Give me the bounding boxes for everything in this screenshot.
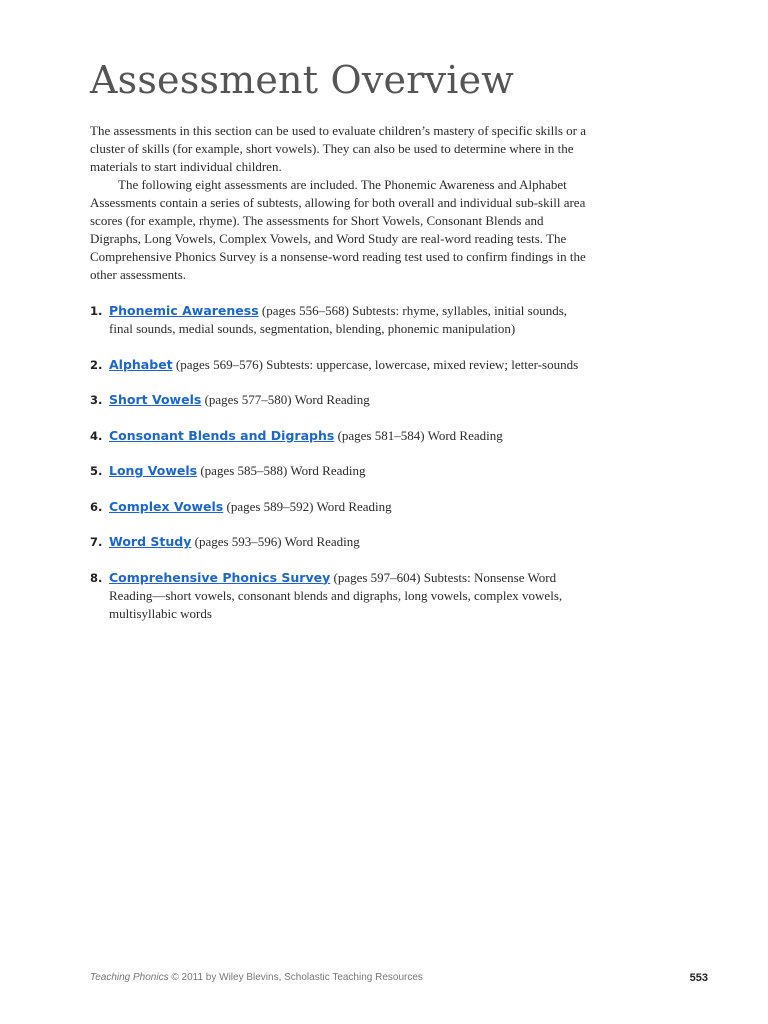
item-number: 4. [90,428,103,443]
page-number: 553 [689,972,708,984]
item-details: (pages 569–576) Subtests: uppercase, lowercase, mixed review; letter-sounds [172,356,579,372]
assessment-item-short-vowels [90,391,590,409]
assessment-item-word-study [90,533,590,551]
item-number: 7. [90,535,103,549]
item-details: (pages 593–596) Word Reading [191,534,360,549]
alphabet-link[interactable]: Alphabet [109,356,173,372]
item-body [109,391,590,409]
item-body [109,302,590,338]
item-details: (pages 585–588) Word Reading [197,463,366,478]
item-details: (pages 581–584) Word Reading [334,427,503,443]
assessment-item-long-vowels [90,462,590,480]
assessment-list [90,302,590,640]
complex-vowels-link[interactable]: Complex Vowels [109,498,224,514]
item-body [109,533,590,551]
phonemic-awareness-link[interactable]: Phonemic Awareness [109,303,259,318]
item-number: 5. [90,464,103,478]
item-details: (pages 589–592) Word Reading [223,498,392,514]
comprehensive-phonics-survey-link[interactable]: Comprehensive Phonics Survey [109,569,331,585]
item-number: 6. [90,499,103,514]
short-vowels-link[interactable]: Short Vowels [109,392,202,407]
page-title: Assessment Overview [90,58,514,102]
footer-book-title: Teaching Phonics [90,972,169,983]
item-body [109,569,590,623]
item-details: (pages 597–604) Subtests: Nonsense Word Reading—short vowels, consonant blends and digraphs, long vowels, complex vowels, multisyllabic words [109,569,563,621]
item-number: 3. [90,393,103,407]
footer-credit [90,972,423,984]
long-vowels-link[interactable]: Long Vowels [109,463,198,478]
assessment-item-alphabet [90,356,590,374]
consonant-blends-link[interactable]: Consonant Blends and Digraphs [109,427,335,443]
assessment-item-consonant-blends [90,427,590,445]
assessment-item-complex-vowels [90,498,590,516]
intro-paragraph: The following eight assessments are included. The Phonemic Awareness and Alphabet Assessments contain a series of subtests, allowing for both overall and individual sub-skill area scores (for example, rhyme). The assessments for Short Vowels, Consonant Blends and Digraphs, Long Vowels, Complex Vowels, and Word Study are real-word reading tests. The Comprehensive Phonics Survey is a nonsense-word reading test used to confirm findings in the other assessments. [90,177,586,282]
item-body [109,498,590,516]
page-footer [90,972,708,984]
item-number: 2. [90,357,103,372]
item-body [109,356,590,374]
item-body [109,462,590,480]
intro-section [90,122,590,284]
item-number: 8. [90,570,103,585]
footer-copyright: © 2011 by Wiley Blevins, Scholastic Teaching Resources [168,972,423,983]
assessment-item-comprehensive-phonics-survey [90,569,590,623]
intro-paragraph: The assessments in this section can be used to evaluate children’s mastery of specific skills or a cluster of skills (for example, short vowels). They can also be used to determine where in the materials to start individual children. [90,123,587,174]
word-study-link[interactable]: Word Study [109,534,192,549]
assessment-item-phonemic-awareness [90,302,590,338]
item-number: 1. [90,304,103,318]
item-body [109,427,590,445]
item-details: (pages 556–568) Subtests: rhyme, syllables, initial sounds, final sounds, medial sounds, segmentation, blending, phonemic manipulation) [109,303,568,336]
item-details: (pages 577–580) Word Reading [201,392,370,407]
